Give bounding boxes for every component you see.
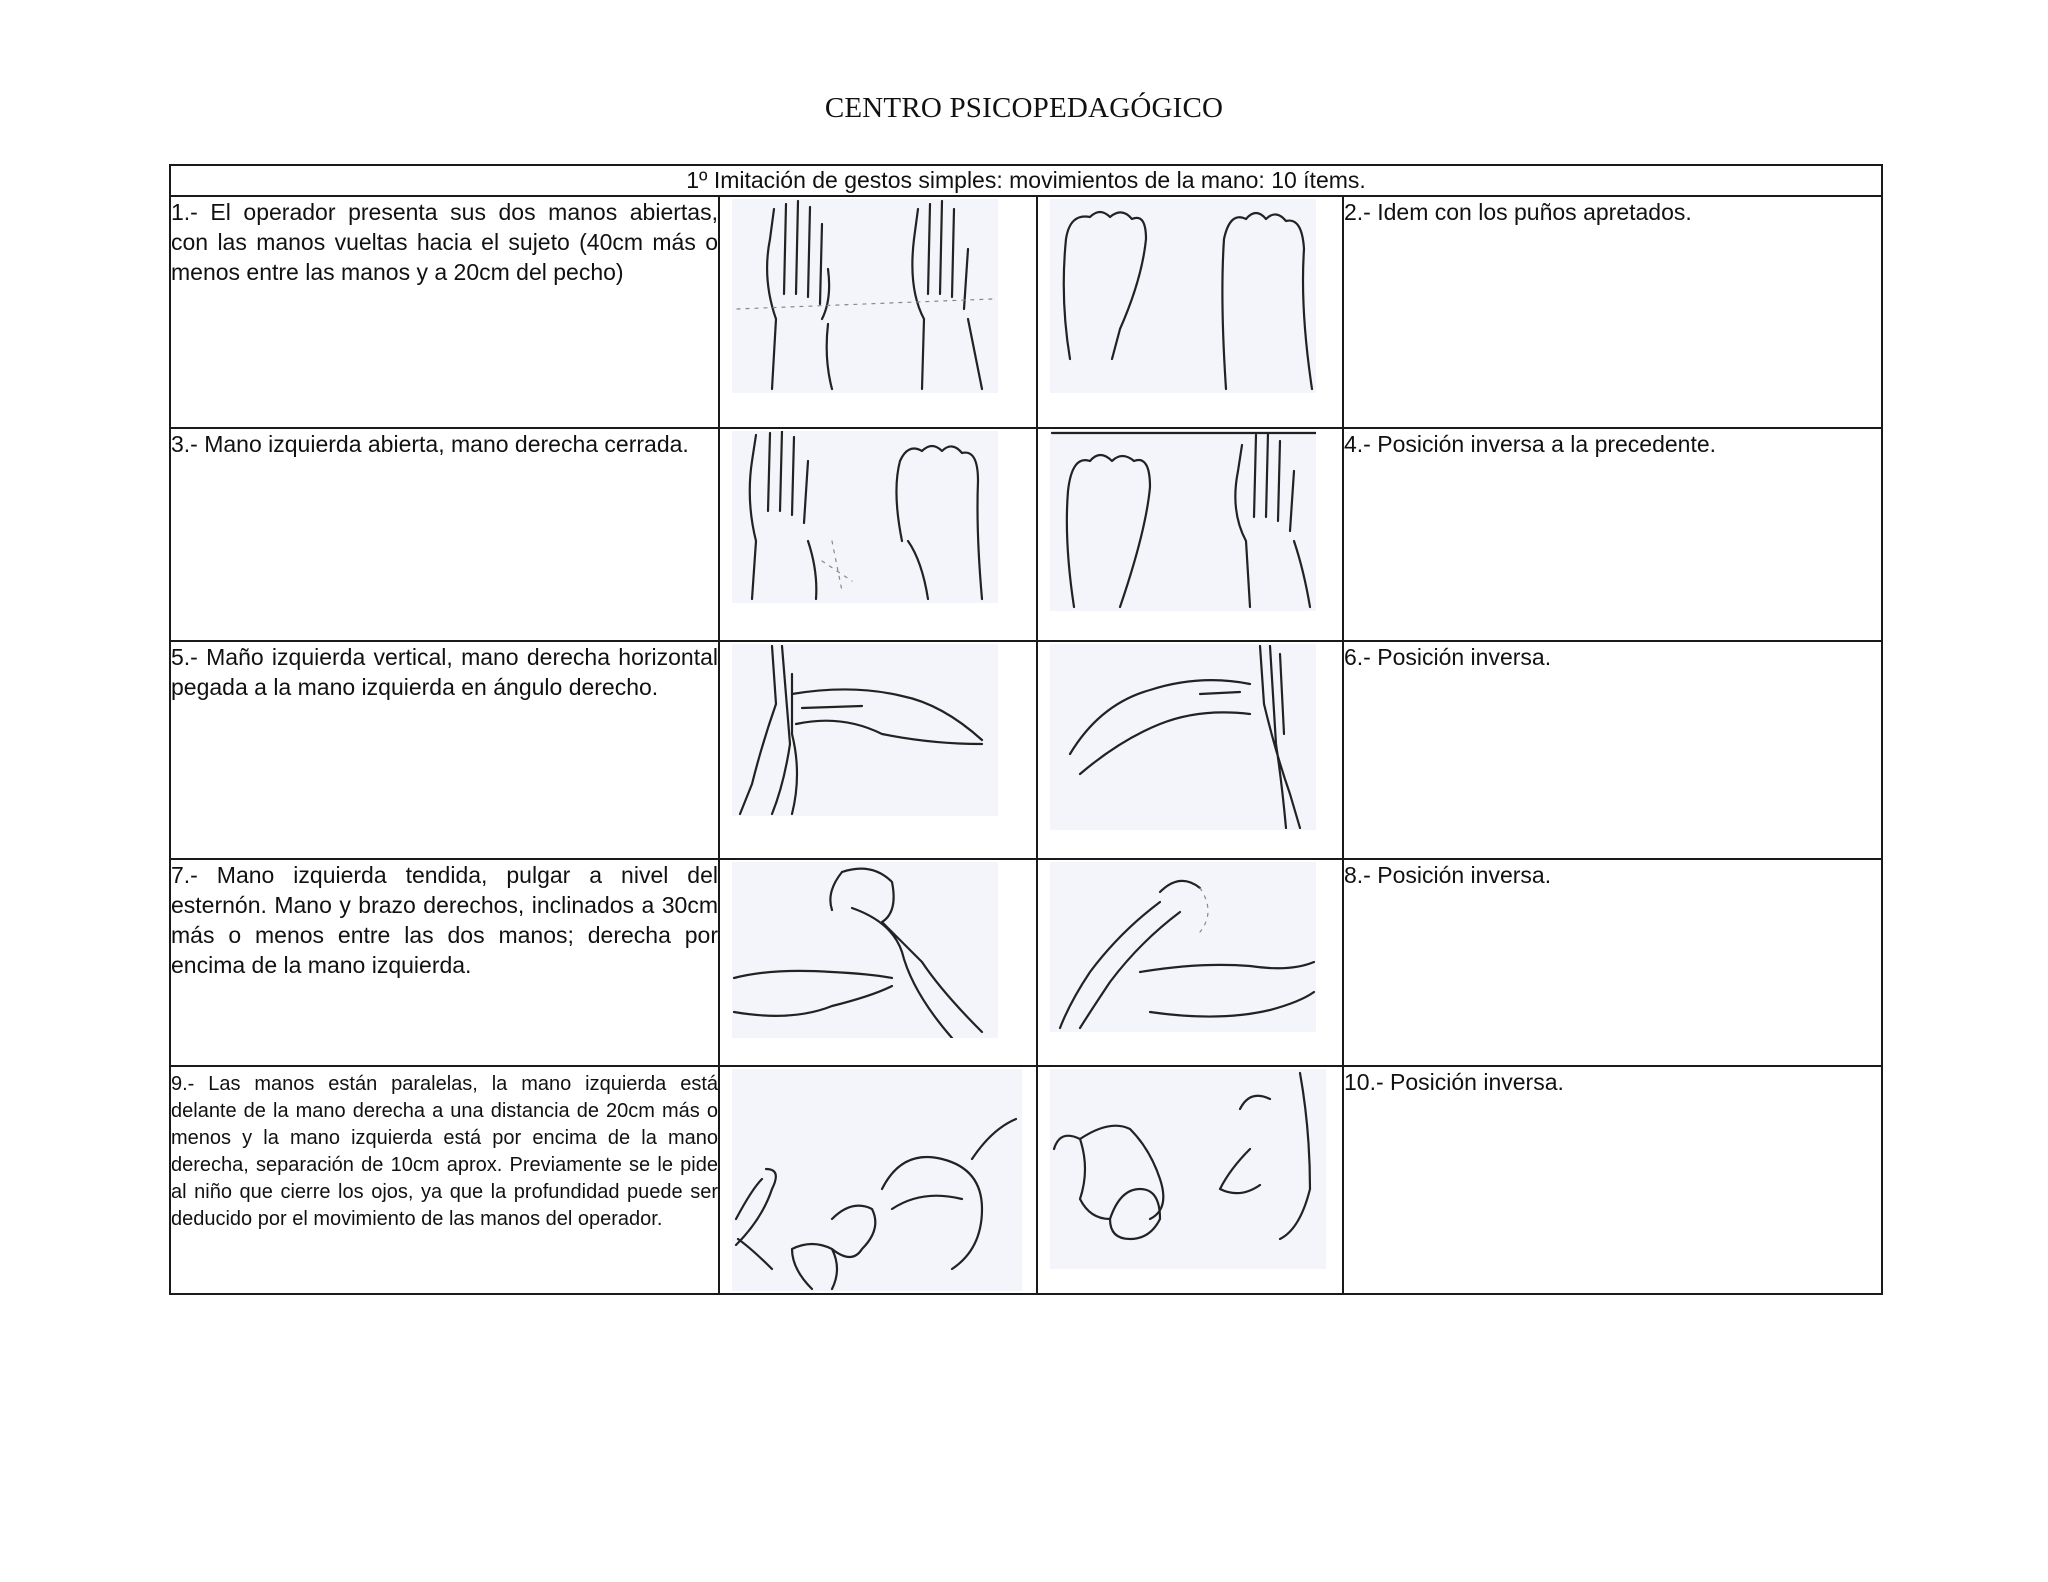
item-inverse-description: 4.- Posición inversa a la precedente. (1343, 428, 1882, 641)
table-row (170, 859, 1882, 1066)
table-row (170, 641, 1882, 859)
extended-and-raised-arm-icon (732, 862, 998, 1038)
table-header-row (170, 165, 1882, 196)
section-header: 1º Imitación de gestos simples: movimientos de la mano: 10 ítems. (170, 165, 1882, 196)
horizontal-vertical-hands-icon (1050, 644, 1316, 830)
fist-and-open-hand-icon (1050, 431, 1316, 611)
item-description: 5.- Maño izquierda vertical, mano derecha horizontal pegada a la mano izquierda en ángulo derecho. (170, 641, 719, 859)
table-row (170, 1066, 1882, 1294)
table-row (170, 428, 1882, 641)
item-description: 1.- El operador presenta sus dos manos abiertas, con las manos vueltas hacia el sujeto (40cm más o menos entre las manos y a 20cm del pecho) (170, 196, 719, 428)
parallel-hands-depth-inverse-icon (1050, 1069, 1326, 1269)
two-fists-icon (1050, 199, 1316, 393)
parallel-hands-depth-icon (732, 1069, 1022, 1291)
item-description: 7.- Mano izquierda tendida, pulgar a nivel del esternón. Mano y brazo derechos, inclinados a 30cm más o menos entre las dos manos; derecha por encima de la mano izquierda. (170, 859, 719, 1066)
table-row (170, 196, 1882, 428)
item-description: 3.- Mano izquierda abierta, mano derecha cerrada. (170, 428, 719, 641)
item-inverse-description: 8.- Posición inversa. (1343, 859, 1882, 1066)
open-hand-and-fist-icon (732, 431, 998, 603)
item-inverse-description: 2.- Idem con los puños apretados. (1343, 196, 1882, 428)
two-open-hands-icon (732, 199, 998, 393)
page-title: CENTRO PSICOPEDAGÓGICO (824, 92, 1224, 124)
raised-and-extended-arm-icon (1050, 862, 1316, 1032)
vertical-horizontal-hands-icon (732, 644, 998, 816)
item-inverse-description: 6.- Posición inversa. (1343, 641, 1882, 859)
gesture-items-table (169, 164, 1883, 1295)
item-description: 9.- Las manos están paralelas, la mano izquierda está delante de la mano derecha a una distancia de 20cm más o menos y la mano izquierda está por encima de la mano derecha, separación de 10cm aprox. Previamente se le pide al niño que cierre los ojos, ya que la profundidad puede ser deducido por el movimiento de las manos del operador. (170, 1066, 719, 1294)
item-inverse-description: 10.- Posición inversa. (1343, 1066, 1882, 1294)
